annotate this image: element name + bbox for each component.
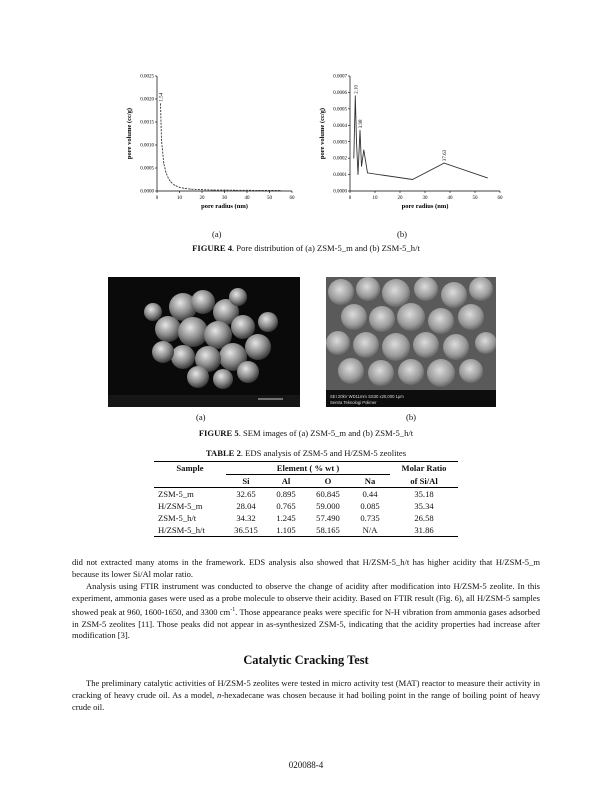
data-point [175, 185, 176, 186]
paragraph-3 [72, 678, 540, 714]
data-point [363, 150, 364, 151]
y-tick-label: 0.0000 [140, 189, 154, 195]
data-point [269, 190, 270, 191]
col-o: O [324, 476, 332, 486]
cell: N/A [362, 525, 378, 535]
paragraph-3-b: -hexadecane was chosen because it had boiling point in the range of boiling point of heavy crude oil. [72, 689, 540, 712]
x-tick-label: 50 [472, 196, 478, 201]
data-line [354, 96, 488, 180]
data-point [235, 190, 236, 191]
y-tick-label: 0.0020 [140, 97, 154, 103]
figure-5b-label: (b) [406, 412, 417, 422]
cell: ZSM-5_m [158, 489, 194, 499]
data-point [163, 163, 164, 164]
y-tick-label: 0.0006 [333, 91, 347, 97]
paragraph-2-b: . Those appearance peaks were specific for N-H vibration from ammonia gases adsorbed in ZSM-5 zeolites [11]. Those peaks did not appear in as-synthesized ZSM-5, indicating that the acidity properties had increase after modification [3]. [72, 606, 540, 641]
x-tick-label: 0 [348, 196, 352, 201]
table-2-caption-label: TABLE 2 [205, 448, 241, 458]
y-tick-label: 0.0001 [333, 173, 347, 179]
data-point [360, 130, 361, 131]
cell: 34.32 [236, 513, 256, 523]
cell: 28.04 [236, 501, 256, 511]
figure-4-caption-text: . Pore distribution of (a) ZSM-5_m and (b) ZSM-5_h/t [232, 243, 420, 253]
data-point [356, 141, 357, 142]
x-tick-label: 50 [267, 196, 272, 201]
paragraph-3-a: The preliminary catalytic activities of H/ZSM-5 zeolites were tested in micro activity test (MAT) reactor to measure their activity in cracking of heavy crude oil. As a model, [72, 678, 540, 700]
x-tick-label: 40 [244, 196, 250, 201]
cell: 57.490 [316, 513, 340, 523]
data-point [412, 179, 413, 180]
table-row [154, 512, 458, 524]
cell: ZSM-5_h/t [158, 513, 197, 523]
data-annotation: 2.10 [354, 84, 360, 94]
data-point [444, 163, 445, 164]
y-tick-label: 0.0003 [333, 140, 347, 146]
y-tick-label: 0.0005 [333, 107, 347, 113]
cell: H/ZSM-5_m [158, 501, 203, 511]
cell: 60.845 [316, 489, 340, 499]
paragraph-1: did not extracted many atoms in the framework. EDS analysis also showed that H/ZSM-5_h/t has higher acidity that H/ZSM-5_m because its lower Si/Al molar ratio. [72, 557, 540, 579]
cell: 0.085 [360, 501, 380, 511]
col-na: Na [364, 476, 376, 486]
data-point [161, 140, 162, 141]
col-ratio-2: of Si/Al [410, 475, 438, 486]
cell: 35.34 [414, 501, 434, 511]
data-point [224, 190, 225, 191]
y-tick-label: 0.0007 [333, 74, 347, 80]
y-tick-label: 0.0010 [140, 143, 154, 149]
cell: 31.86 [414, 525, 434, 535]
x-tick-label: 10 [177, 196, 182, 201]
figure-5-caption-text: . SEM images of (a) ZSM-5_m and (b) ZSM-5_h/t [238, 428, 414, 438]
figure-4b-chart [308, 68, 508, 228]
table-row [154, 500, 458, 512]
data-point [179, 187, 180, 188]
y-tick-label: 0.0002 [333, 156, 347, 162]
table-row [154, 488, 458, 501]
x-tick-label: 30 [422, 196, 428, 201]
figure-4a-label: (a) [212, 229, 222, 239]
data-point [202, 189, 203, 190]
data-point [258, 190, 259, 191]
table-2-caption-text: . EDS analysis of ZSM-5 and H/ZSM-5 zeolites [240, 448, 407, 458]
col-al: Al [281, 476, 291, 486]
x-axis-label: pore radius (nm) [401, 203, 449, 210]
col-element: Element ( % wt ) [226, 462, 390, 475]
y-tick-label: 0.0005 [140, 166, 154, 172]
x-tick-label: 60 [289, 196, 295, 201]
x-tick-label: 60 [497, 196, 503, 201]
data-point [353, 158, 354, 159]
y-tick-label: 0.0000 [333, 189, 347, 195]
data-point [358, 174, 359, 175]
cell: 1.105 [276, 525, 296, 535]
sem-image-b [326, 277, 496, 407]
table-row [154, 524, 458, 537]
x-axis-label: pore radius (nm) [201, 203, 248, 210]
y-tick-label: 0.0015 [140, 120, 154, 126]
data-point [213, 190, 214, 191]
data-point [355, 95, 356, 96]
cell: 35.18 [414, 489, 434, 499]
data-point [247, 190, 248, 191]
y-axis-label: pore volume (cc/g) [319, 107, 326, 160]
y-tick-label: 0.0025 [140, 74, 154, 80]
cell: 36.515 [234, 525, 258, 535]
data-annotation: 1.54 [159, 92, 165, 102]
paragraph-3-em: n [217, 689, 222, 700]
figure-4b-label: (b) [397, 229, 408, 239]
section-heading: Catalytic Cracking Test [243, 653, 369, 667]
table-2-caption [0, 448, 612, 458]
col-ratio-1: Molar Ratio [401, 463, 447, 474]
col-sample: Sample [176, 463, 204, 473]
figure-5-caption [0, 428, 612, 438]
figure-5a-label: (a) [196, 412, 206, 422]
sem-image-a [108, 277, 300, 407]
data-annotation: 37.63 [443, 149, 449, 162]
data-point [166, 172, 167, 173]
x-tick-label: 20 [397, 196, 403, 201]
figure-5-caption-label: FIGURE 5 [198, 428, 239, 438]
y-tick-label: 0.0004 [333, 123, 347, 129]
data-point [168, 178, 169, 179]
figure-4a-chart [112, 68, 302, 228]
eds-table [154, 461, 458, 537]
data-line [161, 104, 281, 191]
data-point [487, 177, 488, 178]
paragraph-2-a: Analysis using FTIR instrument was conducted to observe the change of acidity after modification into H/ZSM-5 zeolite. In this experiment, ammonia gases were used as a probe molecule to observe their acidity. Based on FTIR result (Fig. 6), all H/ZSM-5 samples showed peak at 960, 1600-1650, and 3300 cm [72, 581, 540, 617]
data-point [160, 103, 161, 104]
paragraph-2-sup: -1 [230, 606, 236, 613]
cell: 59.000 [316, 501, 340, 511]
data-point [190, 189, 191, 190]
data-point [280, 190, 281, 191]
col-si: Si [242, 476, 250, 486]
cell: 0.765 [276, 501, 296, 511]
data-point [184, 188, 185, 189]
cell: 1.245 [276, 513, 296, 523]
cell: 26.58 [414, 513, 434, 523]
x-tick-label: 40 [447, 196, 453, 201]
data-point [361, 166, 362, 167]
cell: 0.44 [362, 489, 378, 499]
x-tick-label: 10 [372, 196, 378, 201]
figure-4-caption [0, 243, 612, 253]
cell: 0.895 [276, 489, 296, 499]
data-point [367, 173, 368, 174]
sem-b-footer-2: Sentra Teknologi Polimer [330, 400, 377, 405]
cell: 58.165 [316, 525, 340, 535]
data-point [170, 181, 171, 182]
page-number: 020088-4 [288, 760, 324, 770]
paragraph-2 [72, 581, 540, 642]
figure-4-caption-label: FIGURE 4 [192, 243, 232, 253]
data-annotation: 3.98 [358, 119, 364, 129]
x-tick-label: 30 [222, 196, 227, 201]
x-tick-label: 20 [199, 196, 205, 201]
sem-b-footer: SEI 20kV WD11mm SS30 x20,000 1μm [330, 394, 404, 399]
cell: 32.65 [236, 489, 256, 499]
y-axis-label: pore volume (cc/g) [126, 107, 133, 160]
x-tick-label: 0 [155, 196, 159, 201]
cell: H/ZSM-5_h/t [158, 525, 205, 535]
cell: 0.735 [360, 513, 380, 523]
